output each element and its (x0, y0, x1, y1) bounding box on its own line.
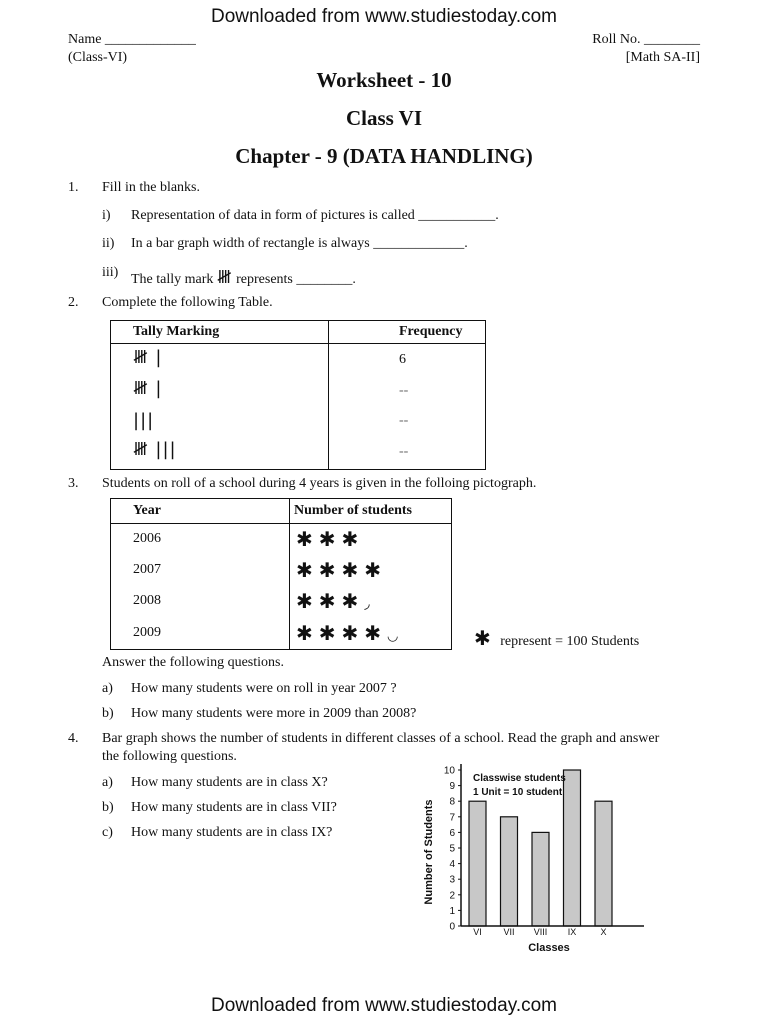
tally-table (110, 320, 486, 470)
q4-question-label: b) (102, 800, 114, 815)
x-tick-label: X (600, 927, 607, 937)
table-header: Year (111, 499, 290, 524)
star-icons: ✱✱✱ (296, 589, 365, 613)
chart-annotation: Classwise students (473, 773, 566, 784)
q4-question-label: a) (102, 775, 113, 790)
year-cell: 2006 (111, 524, 290, 555)
q1-item-label: ii) (102, 236, 115, 251)
frequency-cell: -- (329, 436, 486, 470)
star-icons: ✱✱✱ (290, 524, 452, 555)
q4-number: 4. (68, 731, 79, 746)
y-tick-label: 0 (449, 921, 455, 933)
q3-text: Students on roll of a school during 4 years is given in the folloing pictograph. (102, 476, 537, 491)
x-tick-label: VIII (533, 927, 548, 937)
q2-text: Complete the following Table. (102, 295, 273, 310)
chapter-title: Chapter - 9 (DATA HANDLING) (235, 144, 533, 168)
bar-ix (564, 770, 581, 926)
y-tick-label: 10 (443, 765, 455, 777)
star-cell (290, 586, 452, 617)
chart-annotation: 1 Unit = 10 student (473, 787, 563, 798)
q1-item-text: In a bar graph width of rectangle is always _____________. (131, 236, 468, 251)
star-icons: ✱✱✱✱ (296, 620, 388, 645)
y-tick-label: 4 (449, 859, 455, 871)
bar-x (595, 801, 612, 926)
frequency-cell: 6 (329, 344, 486, 376)
tally-cell: 𝍸 ||| (111, 436, 329, 470)
q3-question-text: How many students were more in 2009 than 2008? (131, 706, 417, 721)
year-cell: 2008 (111, 586, 290, 617)
download-banner-bottom: Downloaded from www.studiestoday.com (210, 995, 558, 1016)
q4-question-label: c) (102, 825, 113, 840)
year-cell: 2007 (111, 555, 290, 586)
table-header: Frequency (329, 321, 486, 344)
y-tick-label: 5 (449, 843, 455, 855)
answer-prompt: Answer the following questions. (102, 655, 284, 670)
y-tick-label: 1 (449, 905, 455, 917)
frequency-cell: -- (329, 376, 486, 406)
q4-question-text: How many students are in class VII? (131, 800, 337, 815)
half-star-icon: ◡ (387, 628, 399, 644)
bar-chart (416, 760, 656, 960)
class-label: (Class-VI) (68, 50, 128, 65)
q1-text: Fill in the blanks. (102, 180, 200, 195)
download-banner-top: Downloaded from www.studiestoday.com (210, 6, 558, 27)
q1-item-post: represents ________. (236, 272, 356, 287)
tally-mark-icon: 𝍸 (216, 267, 233, 288)
q3-question-label: b) (102, 706, 114, 721)
y-tick-label: 7 (449, 812, 455, 824)
year-cell: 2009 (111, 617, 290, 650)
q4-question-text: How many students are in class IX? (131, 825, 333, 840)
bar-viii (532, 832, 549, 926)
x-tick-label: IX (567, 927, 577, 937)
pictograph-table (110, 498, 452, 650)
name-field: Name _____________ (68, 32, 196, 47)
frequency-cell: -- (329, 406, 486, 436)
x-axis-label: Classes (528, 942, 570, 954)
y-tick-label: 9 (449, 781, 455, 793)
q1-item-pre: The tally mark (131, 272, 214, 287)
x-tick-label: VI (473, 927, 482, 937)
tally-cell: 𝍸 | (111, 376, 329, 406)
subject-label: [Math SA-II] (625, 50, 700, 65)
q4-question-text: How many students are in class X? (131, 775, 328, 790)
x-tick-label: VII (503, 927, 515, 937)
q4-text-line2: the following questions. (102, 749, 237, 764)
y-tick-label: 6 (449, 827, 455, 839)
q1-number: 1. (68, 180, 79, 195)
y-axis-label: Number of Students (423, 799, 435, 905)
pictograph-key (474, 626, 639, 650)
star-icons: ✱✱✱✱ (290, 555, 452, 586)
table-header: Number of students (290, 499, 452, 524)
star-key-icon: ✱ (474, 626, 491, 650)
class-title: Class VI (345, 106, 423, 130)
q3-question-label: a) (102, 681, 113, 696)
q4-text-line1: Bar graph shows the number of students in different classes of a school. Read the graph and answer (102, 731, 660, 746)
worksheet-title: Worksheet - 10 (316, 68, 452, 92)
q1-item-text (131, 265, 356, 295)
bar-vi (469, 801, 486, 926)
y-tick-label: 3 (449, 874, 455, 886)
q3-question-text: How many students were on roll in year 2007 ? (131, 681, 397, 696)
roll-number-field: Roll No. ________ (592, 32, 700, 47)
y-tick-label: 2 (449, 890, 455, 902)
tally-cell: ||| (111, 406, 329, 436)
partial-star-icon: ◞ (364, 596, 370, 612)
q1-item-text: Representation of data in form of pictures is called ___________. (131, 208, 499, 223)
q2-number: 2. (68, 295, 79, 310)
q1-item-label: iii) (102, 265, 119, 280)
tally-cell: 𝍸 | (111, 344, 329, 376)
star-cell (290, 617, 452, 650)
y-tick-label: 8 (449, 796, 455, 808)
table-header: Tally Marking (111, 321, 329, 344)
bar-vii (501, 817, 518, 926)
key-text: represent = 100 Students (500, 634, 640, 649)
q3-number: 3. (68, 476, 79, 491)
q1-item-label: i) (102, 208, 111, 223)
